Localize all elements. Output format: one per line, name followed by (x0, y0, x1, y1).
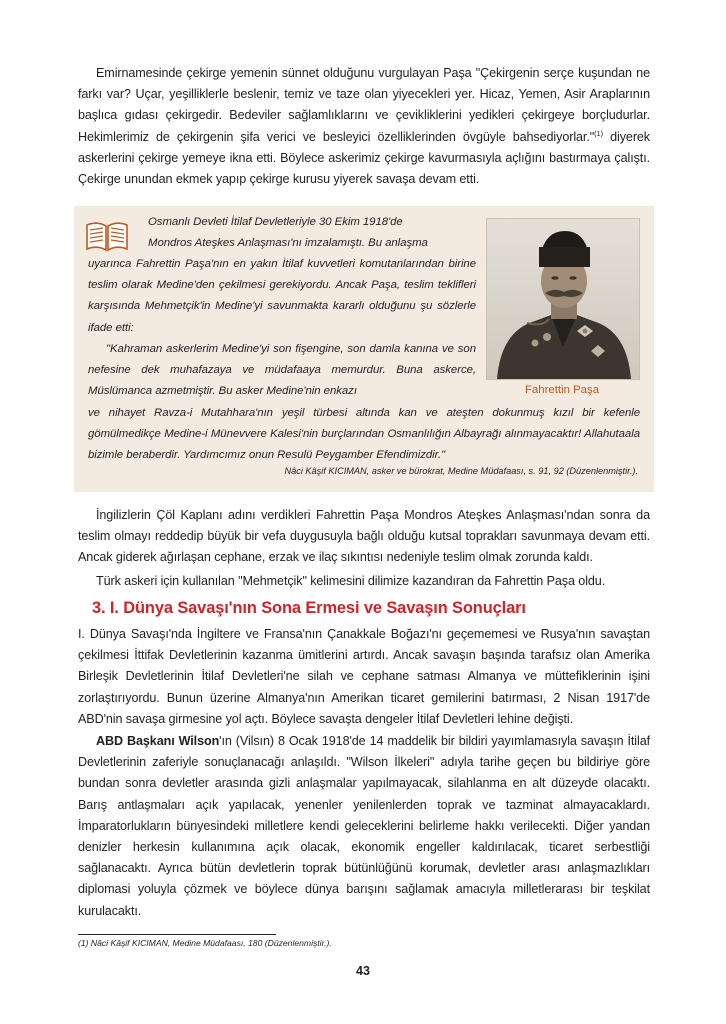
footnote: (1) Nâci Kâşif KICIMAN, Medine Müdafaası, 180 (Düzenlenmiştir.). (78, 938, 332, 948)
reading-box (74, 206, 654, 492)
reading-intro-first-lines: Osmanlı Devleti İtilaf Devletleriyle 30 Ekim 1918'de Mondros Ateşkes Anlaşması'nı imzalamıştı. Bu anlaşma (148, 216, 428, 250)
paragraph-desert-tiger: İngilizlerin Çöl Kaplanı adını verdikleri Fahrettin Paşa Mondros Ateşkes Anlaşması'ndan sonra da teslim olmayı reddedip büyük bir vefa duygusuyla bağlı olduğu kutsal toprakları savunmaya devam etti. Ancak giderek ağırlaşan cephane, erzak ve ilaç sıkıntısı nedeniyle teslim olmak zorunda kaldı. (78, 508, 650, 565)
pasha-quote-end: ve nihayet Ravza-i Mutahhara'nın yeşil türbesi altında kan ve ateşten dokunmuş kızıl bir kefenle gömülmedikçe Medine-i Münevvere Kalesi'nin burçlarından Osmanlılığın Albayrağı alınmayacaktır! Allahutaala bizimle beraberdir. Yardımcımız onun Resulü Peygamber Efendimizdir." (88, 407, 640, 462)
paragraph-war-end: I. Dünya Savaşı'nda İngiltere ve Fransa'nın Çanakkale Boğazı'nı geçememesi ve Rusya'nın savaştan çekilmesi İttifak Devletlerinin kazanma ümitlerini artırdı. Ancak savaşın başında tarafsız olan Amerika Birleşik Devletlerinin İtilaf Devletleri'ne silah ve cephane satması Almanya ve müttefiklerinin işini zorlaştırıyordu. Bunun üzerine Almanya'nın Amerikan ticaret gemilerini batırması, 2 Nisan 1917'de ABD'nin savaşa girmesine yol açtı. Böylece savaşta dengeler İtilaf Devletleri lehine değişti. (78, 627, 650, 726)
fahrettin-pasha-photo (486, 218, 640, 380)
photo-caption: Fahrettin Paşa (524, 384, 600, 396)
paragraph-wilson-principles: ABD Başkanı Wilson'ın (Vilsın) 8 Ocak 1918'de 14 maddelik bir bildiri yayımlamasıyla savaşın İtilaf Devletlerinin zaferiyle sonuçlanacağı anlaşıldı. "Wilson İlkeleri" adıyla tarihe geçen bu bildiriye göre bundan sonra devletler arasında gizli anlaşmalar yapılmayacak, silahlanma en alt düzeyde olacaktı. Barış antlaşmaları açık yapılacak, yenenler yenilenlerden toprak ve tazminat almayacaklardı. İmparatorlukların bünyesindeki milletlere kendi geleceklerini belirleme hakkı verilecekti. Diğer yandan denizler herkesin kullanımına açık olacak, ekonomik engeller kaldırılacak, ticaret serbestliği sağlanacaktı. Ayrıca bütün devletlerin toprak bütünlüğünü korumak, devletler arası anlaşmazlıkları diplomasi yoluyla çözmek ve böylece dünya barışını sağlamak amacıyla milletlerarası bir teşkilat kurulacaktı. (78, 734, 651, 918)
page-number: 43 (356, 964, 370, 978)
wilson-bold-lead: ABD Başkanı Wilson (96, 734, 220, 748)
footnote-divider (78, 934, 276, 935)
pasha-quote-start: "Kahraman askerlerim Medine'yi son fişengine, son damla kanına ve son nefesine dek muhafazaya ve müdafaaya memurdur. Buna askerce, Müslümanca azmetmiştir. Bu asker Medine'nin enkazı (88, 343, 476, 398)
paragraph-locust-edict: Emirnamesinde çekirge yemenin sünnet olduğunu vurgulayan Paşa "Çekirgenin serçe kuşundan ne farkı var? Uçar, yeşilliklerle beslenir, temiz ve taze olan yiyecekleri yer. Hicaz, Yemen, Asir Araplarının başlıca gıdası çekirgedir. Bedeviler sağlamlıklarını ve çevikliklerini yedikleri çekirgeye borçludurlar. Hekimlerimiz de çekirgenin şifa verici ve besleyici özelliklerinden övgüyle bahsediyorlar."$^{(1)}$ diyerek askerlerini çekirge yemeye ikna etti. Böylece askerimiz çekirge kavurmasıyla açlığını bastırmaya çalıştı. Çekirge unundan ekmek yapıp çekirge kurusu yiyerek savaşa devam etti. (78, 66, 651, 187)
footnote-ref: (1) (594, 128, 603, 138)
reading-citation: Nâci Kâşif KICIMAN, asker ve bürokrat, Medine Müdafaası, s. 91, 92 (Düzenlenmiştir.). (284, 466, 638, 476)
open-book-icon (84, 218, 130, 254)
section-heading: 3. I. Dünya Savaşı'nın Sona Ermesi ve Savaşın Sonuçları (92, 599, 526, 617)
reading-intro-rest: uyarınca Fahrettin Paşa'nın en yakın İtilaf kuvvetleri komutanlarından birine teslim olarak Medine'den çekilmesi gerekiyordu. Ancak Paşa, teslim teklifleri karşısında Mehmetçik'in Medine'yi savunmakta kararlı olduğunu şu sözlerle ifade etti: (88, 258, 476, 334)
paragraph-mehmetcik: Türk askeri için kullanılan "Mehmetçik" kelimesini dilimize kazandıran da Fahrettin Paşa oldu. (96, 574, 606, 588)
